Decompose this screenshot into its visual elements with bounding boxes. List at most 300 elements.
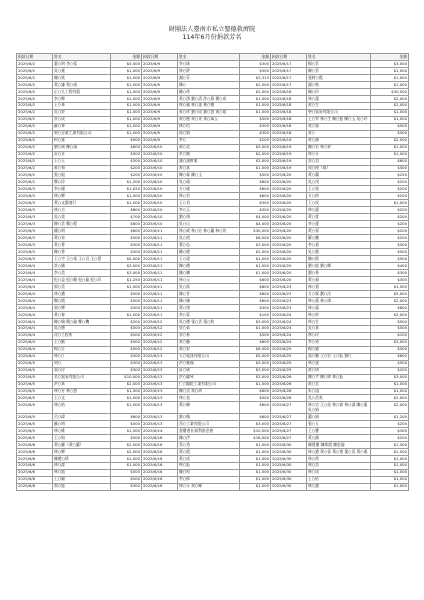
table-row bbox=[17, 455, 409, 462]
table-row bbox=[17, 325, 409, 332]
cell-name-2: 李○蓉 bbox=[178, 311, 240, 318]
list-subtitle: 114年6月份捐款芳名 bbox=[182, 34, 242, 41]
cell-name-3: 黃○鋒 bbox=[307, 137, 371, 144]
cell-name-3: 黃○鋒 bbox=[307, 434, 371, 441]
cell-amount-1: $300 bbox=[111, 304, 142, 311]
cell-amount-3: $600 bbox=[371, 158, 409, 165]
cell-name-3: 黃○生 bbox=[307, 102, 371, 109]
cell-amount-1: $500 bbox=[111, 476, 142, 483]
cell-amount-1: $600 bbox=[111, 144, 142, 151]
cell-amount-3: $1,000 bbox=[371, 483, 409, 490]
cell-date-2: 2025/6/11 bbox=[142, 304, 178, 311]
table-row bbox=[17, 67, 409, 74]
table-row bbox=[17, 476, 409, 483]
cell-amount-3: $200 bbox=[371, 221, 409, 228]
cell-amount-1: $1,000 bbox=[111, 402, 142, 414]
cell-date-3: 2025/6/24 bbox=[271, 332, 307, 339]
cell-date-3: 2025/6/24 bbox=[271, 339, 307, 346]
cell-name-3: 羅○騰 bbox=[307, 235, 371, 242]
cell-date-1: 2025/6/2 bbox=[17, 179, 53, 186]
cell-amount-2: $500 bbox=[240, 116, 271, 123]
cell-date-3: 2025/6/30 bbox=[271, 448, 307, 455]
cell-name-3: 高○騰 王○宏 王○鈺 劉○ bbox=[307, 353, 371, 360]
cell-name-1: 柯○賓 bbox=[53, 137, 111, 144]
cell-date-2: 2025/6/13 bbox=[142, 395, 178, 402]
cell-name-3: 王○榮 bbox=[307, 186, 371, 193]
cell-amount-1: $1,000 bbox=[111, 455, 142, 462]
cell-name-1: 吳○鈴 bbox=[53, 109, 111, 116]
donation-rows bbox=[17, 60, 409, 490]
cell-amount-3: $800 bbox=[371, 304, 409, 311]
cell-amount-1: $5,000 bbox=[111, 60, 142, 67]
cell-name-2: 黃○珍 劉○成 劉○慧 黃○霞 bbox=[178, 109, 240, 116]
cell-date-3: 2025/6/26 bbox=[271, 374, 307, 381]
header-date-1: 捐款日期 bbox=[17, 54, 53, 61]
cell-date-3: 2025/6/20 bbox=[271, 193, 307, 200]
cell-amount-3: $500 bbox=[371, 242, 409, 249]
cell-amount-2: $100 bbox=[240, 311, 271, 318]
cell-amount-2: $600 bbox=[240, 283, 271, 290]
cell-name-3: 劉○庭 劉○暉 bbox=[307, 263, 371, 270]
cell-name-2: 林○元 bbox=[178, 277, 240, 284]
cell-name-3: 謝○秋 bbox=[307, 81, 371, 88]
header-amount-3: 金額 bbox=[371, 54, 409, 61]
cell-amount-2: $1,000 bbox=[240, 102, 271, 109]
table-row bbox=[17, 165, 409, 172]
cell-name-2: 陳○珍 bbox=[178, 88, 240, 95]
cell-amount-1: $1,000 bbox=[111, 88, 142, 95]
cell-amount-3: $400 bbox=[371, 263, 409, 270]
cell-name-2: 黃○霞 bbox=[178, 448, 240, 455]
cell-amount-2: $300 bbox=[240, 130, 271, 137]
cell-name-1: 郭○美 bbox=[53, 283, 111, 290]
cell-name-2: 孫○娟 bbox=[178, 130, 240, 137]
cell-date-2: 2025/6/16 bbox=[142, 434, 178, 441]
cell-name-2: 洪○蘭琴 bbox=[178, 374, 240, 381]
cell-date-1: 2025/6/4 bbox=[17, 353, 53, 360]
cell-amount-2: $1,000 bbox=[240, 462, 271, 469]
cell-date-2: 2025/6/9 bbox=[142, 109, 178, 116]
cell-name-1: 王○穎 bbox=[53, 476, 111, 483]
cell-date-3: 2025/6/24 bbox=[271, 318, 307, 325]
header-date-3: 捐款日期 bbox=[271, 54, 307, 61]
cell-date-1: 2025/6/4 bbox=[17, 270, 53, 277]
cell-amount-3: $1,000 bbox=[371, 144, 409, 151]
cell-amount-1: $1,000 bbox=[111, 116, 142, 123]
cell-name-1: 林○潔 bbox=[53, 462, 111, 469]
donation-table bbox=[16, 53, 409, 491]
table-header-row bbox=[17, 54, 409, 61]
table-row bbox=[17, 367, 409, 374]
cell-date-1: 2025/6/2 bbox=[17, 88, 53, 95]
cell-date-2: 2025/6/9 bbox=[142, 88, 178, 95]
cell-date-2: 2025/6/13 bbox=[142, 374, 178, 381]
cell-name-1: 高○玲 bbox=[53, 367, 111, 374]
cell-amount-1: $1,000 bbox=[111, 102, 142, 109]
cell-date-1: 2025/6/5 bbox=[17, 414, 53, 421]
cell-date-3: 2025/6/17 bbox=[271, 74, 307, 81]
cell-amount-2: $600 bbox=[240, 402, 271, 414]
cell-amount-2: $1,000 bbox=[240, 95, 271, 102]
cell-name-2: 林○芬 黃○峰 bbox=[178, 483, 240, 490]
cell-date-3: 2025/6/17 bbox=[271, 67, 307, 74]
cell-date-2: 2025/6/10 bbox=[142, 207, 178, 214]
cell-name-1: 黃○和 bbox=[53, 165, 111, 172]
cell-amount-2: $5,000 bbox=[240, 353, 271, 360]
document-title bbox=[16, 26, 408, 42]
cell-name-2: 黃○德 黃○英 黃○萬玉 bbox=[178, 116, 240, 123]
cell-name-1: 王○文 bbox=[53, 395, 111, 402]
cell-date-3: 2025/6/19 bbox=[271, 165, 307, 172]
cell-name-1: 王○華 bbox=[53, 102, 111, 109]
cell-date-2: 2025/6/11 bbox=[142, 297, 178, 304]
cell-amount-2: $2,000 bbox=[240, 158, 271, 165]
cell-name-1: 鄭○霞 bbox=[53, 297, 111, 304]
cell-amount-1: $1,000 bbox=[111, 283, 142, 290]
cell-amount-2: $10,000 bbox=[240, 427, 271, 434]
table-row bbox=[17, 235, 409, 242]
cell-amount-3: $300 bbox=[371, 427, 409, 434]
cell-amount-3: $200 bbox=[371, 179, 409, 186]
cell-name-1: 柳○雲 鄭○程 bbox=[53, 221, 111, 228]
cell-amount-1: $1,000 bbox=[111, 462, 142, 469]
cell-amount-2: $2,000 bbox=[240, 374, 271, 381]
cell-amount-2: $18,000 bbox=[240, 434, 271, 441]
cell-amount-3: $600 bbox=[371, 353, 409, 360]
cell-amount-2: $200 bbox=[240, 137, 271, 144]
cell-date-2: 2025/6/11 bbox=[142, 249, 178, 256]
cell-date-3: 2025/6/20 bbox=[271, 172, 307, 179]
cell-name-1: 吳○榮 bbox=[53, 214, 111, 221]
cell-amount-3: $1,000 bbox=[371, 476, 409, 483]
table-row bbox=[17, 200, 409, 207]
cell-date-2: 2025/6/9 bbox=[142, 102, 178, 109]
cell-date-3: 2025/6/30 bbox=[271, 476, 307, 483]
cell-name-2: 陳○昀 bbox=[178, 469, 240, 476]
cell-name-2: 王○遠 bbox=[178, 256, 240, 263]
cell-date-1: 2025/6/3 bbox=[17, 207, 53, 214]
cell-amount-2: $300 bbox=[240, 200, 271, 207]
cell-name-2: 黃○安 bbox=[178, 346, 240, 353]
cell-name-1: 紀○益 紀○順 紀○倫 紀○玲 bbox=[53, 277, 111, 284]
cell-name-1: 陳○翰 楊○倫 鄭○機 bbox=[53, 318, 111, 325]
cell-name-1: 洪○真 bbox=[53, 381, 111, 388]
cell-name-2: 陳○嫻 bbox=[178, 270, 240, 277]
cell-date-1: 2025/6/3 bbox=[17, 186, 53, 193]
cell-date-1: 2025/6/6 bbox=[17, 462, 53, 469]
cell-date-3: 2025/6/20 bbox=[271, 186, 307, 193]
cell-name-2: 方○瑜 bbox=[178, 186, 240, 193]
table-row bbox=[17, 277, 409, 284]
cell-date-2: 2025/6/11 bbox=[142, 270, 178, 277]
cell-amount-2: $3,000 bbox=[240, 420, 271, 427]
cell-amount-2: $3,000 bbox=[240, 318, 271, 325]
cell-date-3: 2025/6/27 bbox=[271, 414, 307, 421]
cell-date-2: 2025/6/13 bbox=[142, 402, 178, 414]
table-row bbox=[17, 256, 409, 263]
table-row bbox=[17, 172, 409, 179]
cell-name-2: 李○珠 bbox=[178, 60, 240, 67]
cell-amount-3: $200 bbox=[371, 228, 409, 235]
cell-name-2: 葉○弘 bbox=[178, 242, 240, 249]
cell-amount-2: $600 bbox=[240, 179, 271, 186]
cell-date-3: 2025/6/27 bbox=[271, 420, 307, 427]
cell-name-3: 聖○貿易有限公司 bbox=[307, 109, 371, 116]
cell-amount-2: $2,000 bbox=[240, 249, 271, 256]
cell-amount-3: $1,000 bbox=[371, 116, 409, 123]
cell-date-3: 2025/6/20 bbox=[271, 221, 307, 228]
cell-amount-1: $1,000 bbox=[111, 200, 142, 207]
cell-name-1: 吳○德 bbox=[53, 325, 111, 332]
cell-amount-3: $1,000 bbox=[371, 381, 409, 388]
cell-name-1: 李○輝 bbox=[53, 95, 111, 102]
cell-name-3: 王○苹 林○生 陳○慈 陳○玉 吳○玲 bbox=[307, 116, 371, 123]
cell-name-1: 胡○ bbox=[53, 360, 111, 367]
cell-name-1: 蘇○華 bbox=[53, 123, 111, 130]
cell-amount-1: $600 bbox=[111, 228, 142, 235]
cell-amount-2: $1,000 bbox=[240, 441, 271, 448]
cell-date-3: 2025/6/18 bbox=[271, 95, 307, 102]
cell-date-3: 2025/6/19 bbox=[271, 144, 307, 151]
cell-date-3: 2025/6/30 bbox=[271, 469, 307, 476]
cell-amount-1: $1,500 bbox=[111, 388, 142, 395]
cell-date-3: 2025/6/20 bbox=[271, 242, 307, 249]
cell-name-2: 黃○美 bbox=[178, 144, 240, 151]
cell-date-2: 2025/6/11 bbox=[142, 290, 178, 297]
cell-date-3: 2025/6/18 bbox=[271, 130, 307, 137]
cell-amount-2: $1,000 bbox=[240, 469, 271, 476]
cell-date-2: 2025/6/12 bbox=[142, 332, 178, 339]
cell-name-3: 李○嘉 bbox=[307, 242, 371, 249]
cell-amount-3: $200 bbox=[371, 367, 409, 374]
cell-amount-1: $1,000 bbox=[111, 81, 142, 88]
cell-date-1: 2025/6/4 bbox=[17, 318, 53, 325]
cell-date-1: 2025/6/2 bbox=[17, 144, 53, 151]
table-row bbox=[17, 95, 409, 102]
cell-date-3: 2025/6/20 bbox=[271, 200, 307, 207]
cell-name-2: 仁○醫院工業有限公司 bbox=[178, 381, 240, 388]
cell-amount-1: $700 bbox=[111, 214, 142, 221]
cell-amount-2: $6,000 bbox=[240, 235, 271, 242]
cell-amount-2: $1,000 bbox=[240, 381, 271, 388]
cell-date-1: 2025/6/2 bbox=[17, 165, 53, 172]
cell-amount-2: $30,000 bbox=[240, 228, 271, 235]
cell-name-3: 周○理（餘） bbox=[307, 165, 371, 172]
cell-date-2: 2025/6/13 bbox=[142, 388, 178, 395]
table-row bbox=[17, 448, 409, 455]
cell-amount-3: $1,000 bbox=[371, 151, 409, 158]
cell-date-2: 2025/6/9 bbox=[142, 67, 178, 74]
cell-amount-2: $2,000 bbox=[240, 151, 271, 158]
table-row bbox=[17, 228, 409, 235]
cell-name-2: 蔡○秀 bbox=[178, 441, 240, 448]
table-row bbox=[17, 332, 409, 339]
cell-name-2: 林○鈴 bbox=[178, 67, 240, 74]
cell-name-1: 陳○欣 bbox=[53, 74, 111, 81]
cell-name-1: 涂○工程所 bbox=[53, 332, 111, 339]
cell-amount-2: $300 bbox=[240, 60, 271, 67]
cell-amount-1: $1,000 bbox=[111, 130, 142, 137]
cell-amount-3: $2,000 bbox=[371, 102, 409, 109]
cell-amount-2: $3,315 bbox=[240, 74, 271, 81]
cell-date-2: 2025/6/12 bbox=[142, 346, 178, 353]
cell-amount-2: $1,000 bbox=[240, 263, 271, 270]
cell-date-2: 2025/6/11 bbox=[142, 263, 178, 270]
cell-amount-2: $600 bbox=[240, 277, 271, 284]
cell-amount-1: $500 bbox=[111, 290, 142, 297]
cell-amount-1: $500 bbox=[111, 297, 142, 304]
cell-date-1: 2025/6/5 bbox=[17, 381, 53, 388]
cell-amount-1: $1,000 bbox=[111, 109, 142, 116]
cell-name-1: 王○勳 bbox=[53, 339, 111, 346]
cell-name-1: 聖○企業工業有限公司 bbox=[53, 130, 111, 137]
cell-date-2: 2025/6/16 bbox=[142, 441, 178, 448]
cell-amount-1: $300 bbox=[111, 360, 142, 367]
cell-name-2: 陳○霖 陳○玉 bbox=[178, 172, 240, 179]
cell-name-3: 吳○蔥 bbox=[307, 249, 371, 256]
table-row bbox=[17, 395, 409, 402]
cell-date-3: 2025/6/25 bbox=[271, 367, 307, 374]
cell-name-3: 王○玫 bbox=[307, 200, 371, 207]
cell-amount-3: $3,000 bbox=[371, 374, 409, 381]
cell-amount-3: $500 bbox=[371, 130, 409, 137]
cell-date-3: 2025/6/18 bbox=[271, 123, 307, 130]
table-row bbox=[17, 74, 409, 81]
cell-amount-1: $500 bbox=[111, 434, 142, 441]
cell-name-1: 林○芳 林○慧 bbox=[53, 388, 111, 395]
cell-amount-3: $500 bbox=[371, 325, 409, 332]
cell-amount-1: $1,000 bbox=[111, 311, 142, 318]
cell-amount-3: $200 bbox=[371, 420, 409, 427]
cell-name-2: 陳○臻 bbox=[178, 297, 240, 304]
cell-date-1: 2025/6/2 bbox=[17, 102, 53, 109]
cell-amount-2: $300 bbox=[240, 67, 271, 74]
cell-name-3: 陳○玲 bbox=[307, 88, 371, 95]
cell-name-3: 林○財 bbox=[307, 311, 371, 318]
cell-name-1: 陳○香 bbox=[53, 249, 111, 256]
cell-amount-1: $300 bbox=[111, 242, 142, 249]
cell-date-3: 2025/6/20 bbox=[271, 270, 307, 277]
cell-date-3: 2025/6/18 bbox=[271, 102, 307, 109]
cell-name-2: 劉○翔 bbox=[178, 214, 240, 221]
cell-name-1: 吳○賓 bbox=[53, 67, 111, 74]
cell-amount-2: $600 bbox=[240, 193, 271, 200]
cell-amount-3: $2,000 bbox=[371, 297, 409, 304]
cell-amount-3: $1,000 bbox=[371, 67, 409, 74]
cell-amount-1: $500 bbox=[111, 332, 142, 339]
cell-name-3: 林○蓮 bbox=[307, 95, 371, 102]
cell-name-1: 名○貿易有限公司 bbox=[53, 374, 111, 381]
cell-date-2: 2025/6/11 bbox=[142, 311, 178, 318]
cell-date-2: 2025/6/10 bbox=[142, 165, 178, 172]
cell-amount-2: $1,000 bbox=[240, 270, 271, 277]
cell-amount-3: $500 bbox=[371, 165, 409, 172]
cell-name-2: 黃○騰 bbox=[178, 339, 240, 346]
cell-name-1: 黃○儷（黃○蘭） bbox=[53, 441, 111, 448]
cell-amount-3: $2,000 bbox=[371, 402, 409, 414]
table-row bbox=[17, 88, 409, 95]
cell-name-3: 林○玲 bbox=[307, 332, 371, 339]
table-row bbox=[17, 360, 409, 367]
cell-name-2: 林○良 bbox=[178, 395, 240, 402]
cell-name-2: 謝○芬 bbox=[178, 74, 240, 81]
cell-amount-1: $600 bbox=[111, 221, 142, 228]
cell-date-2: 2025/6/10 bbox=[142, 221, 178, 228]
table-row bbox=[17, 193, 409, 200]
cell-date-1: 2025/6/2 bbox=[17, 67, 53, 74]
cell-amount-3: $1,000 bbox=[371, 74, 409, 81]
cell-name-1: 林○輝 bbox=[53, 448, 111, 455]
cell-amount-1: $300 bbox=[111, 249, 142, 256]
cell-name-3: 蘭○娟 bbox=[307, 414, 371, 421]
cell-amount-2: $500 bbox=[240, 395, 271, 402]
cell-date-1: 2025/6/4 bbox=[17, 332, 53, 339]
table-row bbox=[17, 353, 409, 360]
cell-amount-3: $1,000 bbox=[371, 462, 409, 469]
cell-name-1: 林○○ bbox=[53, 353, 111, 360]
cell-name-1: 林○濃 bbox=[53, 290, 111, 297]
cell-name-2: 黃○成 bbox=[178, 455, 240, 462]
cell-date-1: 2025/6/2 bbox=[17, 137, 53, 144]
cell-date-2: 2025/6/13 bbox=[142, 414, 178, 421]
cell-date-2: 2025/6/11 bbox=[142, 277, 178, 284]
cell-amount-1: $500 bbox=[111, 235, 142, 242]
cell-amount-3: $200 bbox=[371, 186, 409, 193]
cell-amount-2: $1,000 bbox=[240, 109, 271, 116]
cell-name-3: 方○霖 劉○法 bbox=[307, 290, 371, 297]
cell-date-1: 2025/6/3 bbox=[17, 200, 53, 207]
cell-date-2: 2025/6/13 bbox=[142, 367, 178, 374]
cell-date-3: 2025/6/30 bbox=[271, 483, 307, 490]
cell-amount-3: $250 bbox=[371, 172, 409, 179]
cell-name-3: 吳○茂 bbox=[307, 179, 371, 186]
cell-amount-2: $600 bbox=[240, 290, 271, 297]
cell-date-1: 2025/6/3 bbox=[17, 214, 53, 221]
table-row bbox=[17, 339, 409, 346]
cell-date-2: 2025/6/11 bbox=[142, 228, 178, 235]
header-name-3: 姓名 bbox=[307, 54, 371, 61]
table-row bbox=[17, 462, 409, 469]
cell-amount-2: $600 bbox=[240, 297, 271, 304]
cell-amount-1: $300 bbox=[111, 151, 142, 158]
cell-date-3: 2025/6/24 bbox=[271, 325, 307, 332]
cell-name-2: 林○均 bbox=[178, 123, 240, 130]
cell-date-3: 2025/6/19 bbox=[271, 151, 307, 158]
cell-date-2: 2025/6/11 bbox=[142, 235, 178, 242]
cell-date-1: 2025/6/5 bbox=[17, 367, 53, 374]
cell-name-3: 林○芬 bbox=[307, 151, 371, 158]
cell-name-1: 林○霞 bbox=[53, 469, 111, 476]
cell-name-3: 楊○雲 bbox=[307, 60, 371, 67]
cell-amount-2: $1,000 bbox=[240, 325, 271, 332]
cell-name-2: 天○電訊有限公司 bbox=[178, 353, 240, 360]
cell-name-2: 西○工業有限公司 bbox=[178, 420, 240, 427]
cell-date-3: 2025/6/23 bbox=[271, 304, 307, 311]
cell-name-1: 蘇○明 bbox=[53, 420, 111, 427]
cell-amount-1: $300 bbox=[111, 158, 142, 165]
cell-amount-3: $300 bbox=[371, 277, 409, 284]
header-amount-2: 金額 bbox=[240, 54, 271, 61]
cell-date-3: 2025/6/20 bbox=[271, 235, 307, 242]
cell-name-3: 李○蓮 bbox=[307, 221, 371, 228]
cell-date-1: 2025/6/6 bbox=[17, 476, 53, 483]
cell-name-1: 呂○瑋 bbox=[53, 414, 111, 421]
cell-date-3: 2025/6/17 bbox=[271, 81, 307, 88]
cell-date-1: 2025/6/2 bbox=[17, 95, 53, 102]
cell-date-3: 2025/6/18 bbox=[271, 88, 307, 95]
table-row bbox=[17, 102, 409, 109]
cell-name-2: 潘○濤實業 bbox=[178, 158, 240, 165]
